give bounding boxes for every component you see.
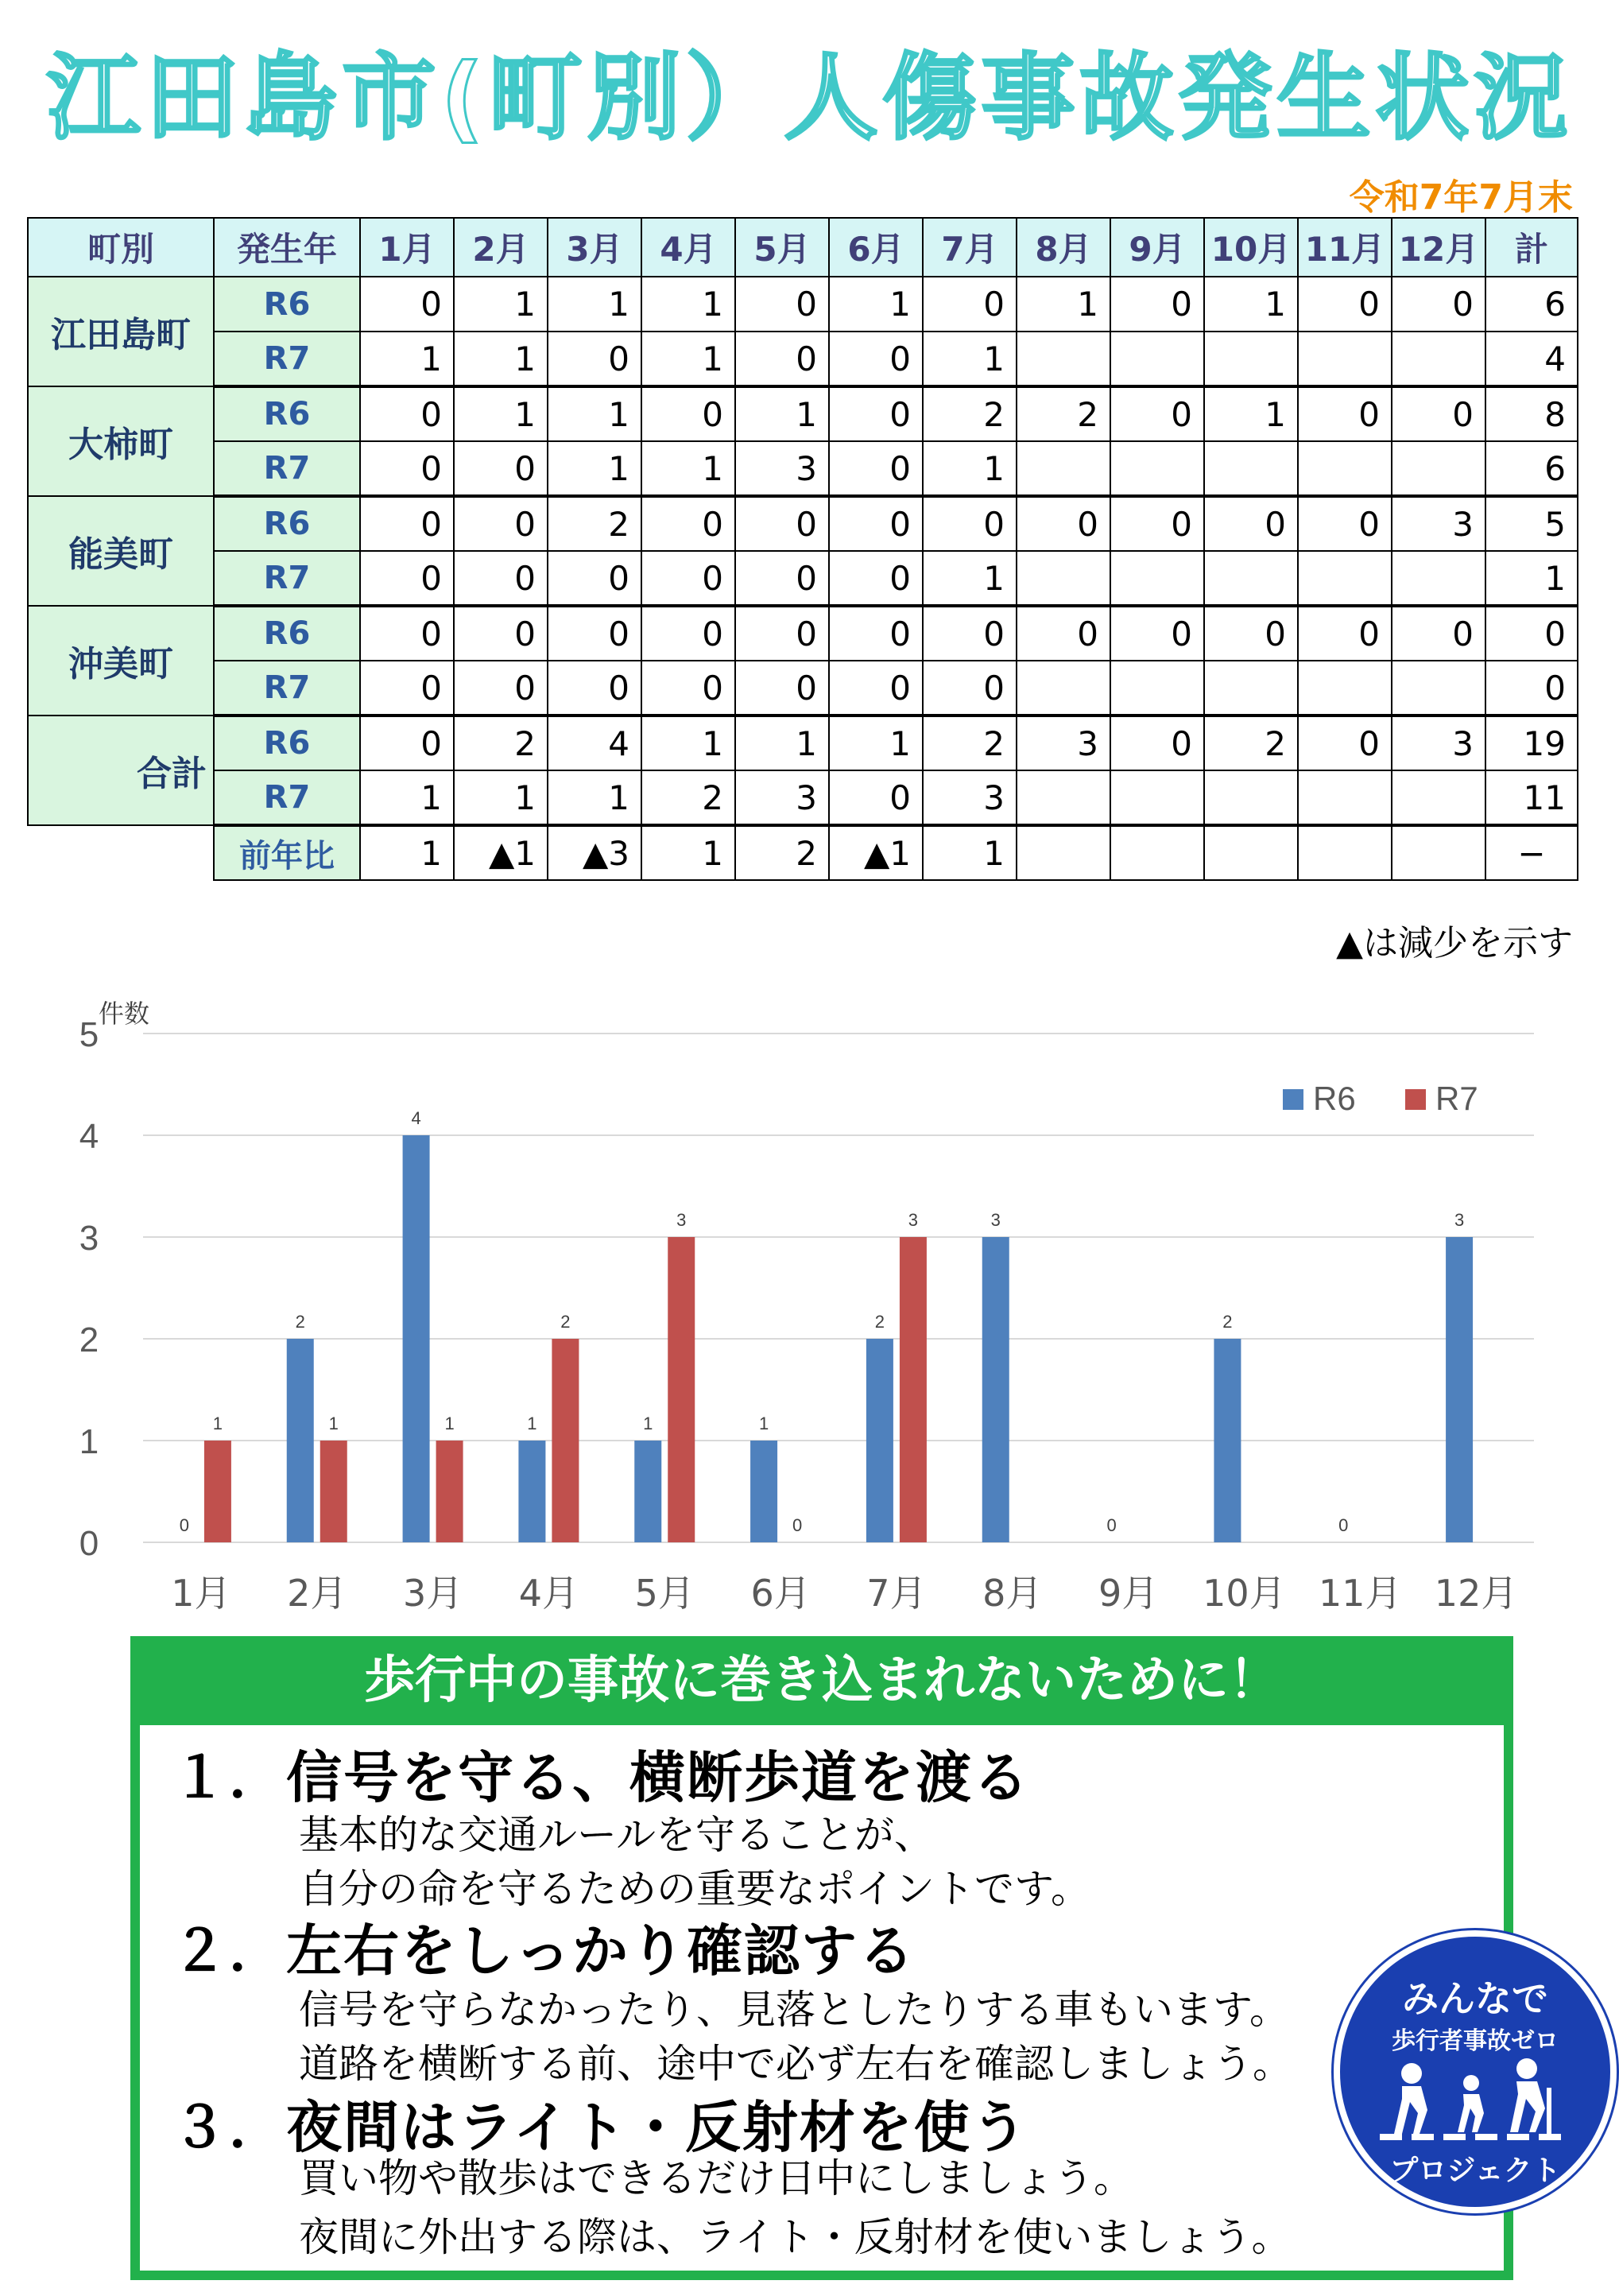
data-label: 2 bbox=[1222, 1312, 1233, 1332]
value-cell: 0 bbox=[548, 606, 641, 661]
data-label: 0 bbox=[792, 1515, 803, 1535]
x-tick-label: 5月 bbox=[634, 1572, 695, 1615]
value-cell bbox=[1298, 770, 1392, 825]
total-cell: 6 bbox=[1485, 277, 1578, 332]
total-cell: 5 bbox=[1485, 496, 1578, 551]
tip-3-line-1: 買い物や散歩はできるだけ日中にしましょう。 bbox=[299, 2155, 1133, 2201]
header-cell: 計 bbox=[1485, 218, 1578, 277]
total-cell: 11 bbox=[1485, 770, 1578, 825]
header-cell: 町別 bbox=[28, 218, 214, 277]
header-cell: 12月 bbox=[1392, 218, 1485, 277]
value-cell: 2 bbox=[454, 716, 548, 770]
data-label: 0 bbox=[179, 1515, 190, 1535]
year-cell: R7 bbox=[214, 551, 360, 606]
value-cell: 3 bbox=[735, 770, 829, 825]
data-label: 2 bbox=[874, 1312, 885, 1332]
y-tick-label: 1 bbox=[79, 1422, 99, 1461]
value-cell: 0 bbox=[829, 551, 923, 606]
bar-r6 bbox=[866, 1339, 893, 1542]
ratio-cell: 1 bbox=[360, 825, 454, 880]
total-cell: 0 bbox=[1485, 606, 1578, 661]
value-cell: 0 bbox=[735, 496, 829, 551]
value-cell: 0 bbox=[360, 277, 454, 332]
value-cell: 0 bbox=[1204, 496, 1298, 551]
value-cell bbox=[1392, 332, 1485, 386]
total-cell: 6 bbox=[1485, 441, 1578, 496]
tip-1-line-2: 自分の命を守るための重要なポイントです。 bbox=[299, 1866, 1090, 1912]
logo-line-2: 歩行者事故ゼロ bbox=[1392, 2027, 1559, 2055]
value-cell: 0 bbox=[1392, 606, 1485, 661]
table-row bbox=[28, 277, 1578, 332]
value-cell: 1 bbox=[829, 277, 923, 332]
bar-r6 bbox=[518, 1441, 545, 1542]
bar-r7 bbox=[436, 1441, 463, 1542]
x-tick-label: 6月 bbox=[750, 1572, 811, 1615]
value-cell: 0 bbox=[548, 661, 641, 716]
value-cell: 0 bbox=[829, 770, 923, 825]
table-row bbox=[28, 332, 1578, 386]
header-cell: 8月 bbox=[1017, 218, 1110, 277]
value-cell: 0 bbox=[1392, 277, 1485, 332]
year-cell: R6 bbox=[214, 496, 360, 551]
ratio-cell: ▲1 bbox=[829, 825, 923, 880]
table-row bbox=[28, 441, 1578, 496]
x-tick-label: 11月 bbox=[1318, 1572, 1402, 1615]
page-title: 江田島市(町別）人傷事故発生状況 bbox=[46, 43, 1573, 153]
value-cell: 0 bbox=[829, 332, 923, 386]
total-cell: 19 bbox=[1485, 716, 1578, 770]
value-cell: 0 bbox=[1298, 386, 1392, 441]
value-cell bbox=[1017, 661, 1110, 716]
value-cell: 0 bbox=[923, 661, 1017, 716]
data-label: 0 bbox=[1338, 1515, 1349, 1535]
bar-r6 bbox=[403, 1135, 430, 1542]
value-cell: 3 bbox=[1392, 716, 1485, 770]
value-cell: 0 bbox=[1392, 386, 1485, 441]
value-cell: 1 bbox=[641, 332, 735, 386]
data-label: 3 bbox=[908, 1210, 919, 1230]
value-cell: 0 bbox=[454, 441, 548, 496]
value-cell: 1 bbox=[1017, 277, 1110, 332]
value-cell bbox=[1017, 332, 1110, 386]
legend-label: R6 bbox=[1313, 1080, 1356, 1117]
ratio-cell: 2 bbox=[735, 825, 829, 880]
town-cell: 能美町 bbox=[28, 496, 214, 606]
value-cell: 1 bbox=[735, 716, 829, 770]
value-cell: 2 bbox=[923, 716, 1017, 770]
value-cell: 2 bbox=[923, 386, 1017, 441]
value-cell bbox=[1204, 332, 1298, 386]
value-cell: 1 bbox=[923, 332, 1017, 386]
value-cell bbox=[1017, 441, 1110, 496]
value-cell: 2 bbox=[641, 770, 735, 825]
value-cell bbox=[1392, 441, 1485, 496]
bar-r6 bbox=[982, 1237, 1009, 1542]
date-note: 令和7年7月末 bbox=[1349, 177, 1573, 218]
ratio-cell bbox=[1017, 825, 1110, 880]
value-cell: 2 bbox=[1204, 716, 1298, 770]
bar-r7 bbox=[204, 1441, 231, 1542]
header-cell: 10月 bbox=[1204, 218, 1298, 277]
y-tick-label: 5 bbox=[79, 1015, 99, 1054]
x-tick-label: 12月 bbox=[1434, 1572, 1518, 1615]
value-cell: 1 bbox=[923, 551, 1017, 606]
town-cell: 大柿町 bbox=[28, 386, 214, 496]
value-cell: 0 bbox=[360, 606, 454, 661]
value-cell: 1 bbox=[923, 441, 1017, 496]
value-cell: 0 bbox=[735, 661, 829, 716]
year-cell: R7 bbox=[214, 441, 360, 496]
value-cell: 0 bbox=[1298, 277, 1392, 332]
tip-1-title: １．信号を守る、横断歩道を渡る bbox=[172, 1745, 1030, 1810]
tip-1-line-1: 基本的な交通ルールを守ることが、 bbox=[299, 1812, 934, 1858]
value-cell: 0 bbox=[923, 277, 1017, 332]
value-cell: 0 bbox=[1110, 496, 1204, 551]
data-label: 1 bbox=[527, 1414, 537, 1433]
tip-3-line-2: 夜間に外出する際は、ライト・反射材を使いましょう。 bbox=[299, 2214, 1292, 2260]
town-cell: 沖美町 bbox=[28, 606, 214, 716]
value-cell: 0 bbox=[360, 441, 454, 496]
value-cell bbox=[1392, 661, 1485, 716]
year-cell: R6 bbox=[214, 606, 360, 661]
data-label: 4 bbox=[411, 1108, 421, 1128]
bar-r6 bbox=[1214, 1339, 1241, 1542]
data-label: 2 bbox=[295, 1312, 305, 1332]
value-cell bbox=[1204, 551, 1298, 606]
value-cell bbox=[1298, 332, 1392, 386]
value-cell: 0 bbox=[829, 496, 923, 551]
header-cell: 1月 bbox=[360, 218, 454, 277]
value-cell: 1 bbox=[548, 277, 641, 332]
year-cell: R6 bbox=[214, 386, 360, 441]
ratio-cell: 1 bbox=[641, 825, 735, 880]
value-cell: 0 bbox=[454, 606, 548, 661]
value-cell bbox=[1017, 551, 1110, 606]
value-cell: 2 bbox=[1017, 386, 1110, 441]
value-cell bbox=[1392, 551, 1485, 606]
data-label: 3 bbox=[1454, 1210, 1465, 1230]
header-cell: 4月 bbox=[641, 218, 735, 277]
tip-2-line-2: 道路を横断する前、途中で必ず左右を確認しましょう。 bbox=[299, 2041, 1292, 2087]
value-cell: 1 bbox=[454, 332, 548, 386]
value-cell bbox=[1392, 770, 1485, 825]
value-cell: 0 bbox=[1110, 277, 1204, 332]
header-cell: 5月 bbox=[735, 218, 829, 277]
bar-r7 bbox=[900, 1237, 927, 1542]
value-cell bbox=[1298, 661, 1392, 716]
accident-table bbox=[27, 217, 1578, 881]
value-cell: 0 bbox=[548, 551, 641, 606]
value-cell: 0 bbox=[454, 551, 548, 606]
value-cell: 0 bbox=[454, 496, 548, 551]
value-cell: 0 bbox=[735, 606, 829, 661]
value-cell: 0 bbox=[829, 441, 923, 496]
data-label: 1 bbox=[212, 1414, 223, 1433]
pedestrians-icon bbox=[1372, 2056, 1578, 2143]
header-cell: 7月 bbox=[923, 218, 1017, 277]
value-cell: 1 bbox=[454, 386, 548, 441]
value-cell: 1 bbox=[1204, 386, 1298, 441]
logo-line-1: みんなで bbox=[1402, 1977, 1548, 2020]
header-cell: 発生年 bbox=[214, 218, 360, 277]
value-cell: 0 bbox=[360, 716, 454, 770]
ratio-cell bbox=[1392, 825, 1485, 880]
y-tick-label: 2 bbox=[79, 1321, 99, 1359]
value-cell: 0 bbox=[923, 496, 1017, 551]
value-cell: 0 bbox=[1298, 496, 1392, 551]
table-row bbox=[28, 716, 1578, 770]
legend-label: R7 bbox=[1435, 1080, 1478, 1117]
value-cell: 3 bbox=[735, 441, 829, 496]
value-cell: 0 bbox=[360, 551, 454, 606]
value-cell: 0 bbox=[641, 496, 735, 551]
data-label: 3 bbox=[676, 1210, 687, 1230]
x-tick-label: 7月 bbox=[866, 1572, 927, 1615]
value-cell: 1 bbox=[548, 386, 641, 441]
y-tick-label: 4 bbox=[79, 1117, 99, 1156]
value-cell bbox=[1204, 661, 1298, 716]
data-label: 2 bbox=[560, 1312, 571, 1332]
value-cell: 0 bbox=[1298, 716, 1392, 770]
x-tick-label: 10月 bbox=[1203, 1572, 1286, 1615]
ratio-label: 前年比 bbox=[214, 825, 360, 880]
header-cell: 11月 bbox=[1298, 218, 1392, 277]
total-cell: 0 bbox=[1485, 661, 1578, 716]
accident-bar-chart bbox=[0, 986, 1619, 1630]
ratio-cell: ▲1 bbox=[454, 825, 548, 880]
total-cell: 8 bbox=[1485, 386, 1578, 441]
value-cell: 1 bbox=[829, 716, 923, 770]
value-cell: 1 bbox=[641, 716, 735, 770]
x-tick-label: 4月 bbox=[518, 1572, 579, 1615]
y-tick-label: 0 bbox=[79, 1524, 99, 1563]
table-row bbox=[28, 661, 1578, 716]
year-cell: R7 bbox=[214, 332, 360, 386]
ratio-cell: 1 bbox=[923, 825, 1017, 880]
value-cell: 0 bbox=[641, 661, 735, 716]
data-label: 1 bbox=[643, 1414, 653, 1433]
bar-r6 bbox=[1446, 1237, 1473, 1542]
x-tick-label: 1月 bbox=[171, 1572, 231, 1615]
ratio-cell bbox=[1204, 825, 1298, 880]
value-cell: 1 bbox=[735, 386, 829, 441]
value-cell bbox=[1017, 770, 1110, 825]
year-cell: R6 bbox=[214, 716, 360, 770]
ratio-cell: ▲3 bbox=[548, 825, 641, 880]
value-cell: 0 bbox=[735, 332, 829, 386]
header-cell: 2月 bbox=[454, 218, 548, 277]
year-cell: R6 bbox=[214, 277, 360, 332]
tip-2-title: ２．左右をしっかり確認する bbox=[172, 1918, 916, 1984]
bar-r7 bbox=[320, 1441, 347, 1542]
ratio-cell bbox=[1110, 825, 1204, 880]
y-axis-label: 件数 bbox=[99, 999, 150, 1029]
value-cell: 0 bbox=[1110, 606, 1204, 661]
value-cell: 1 bbox=[641, 277, 735, 332]
ratio-row bbox=[28, 825, 1578, 880]
header-cell: 9月 bbox=[1110, 218, 1204, 277]
ratio-total: − bbox=[1485, 825, 1578, 880]
value-cell: 0 bbox=[641, 386, 735, 441]
value-cell: 3 bbox=[1017, 716, 1110, 770]
value-cell bbox=[1204, 441, 1298, 496]
table-row bbox=[28, 770, 1578, 825]
x-tick-label: 3月 bbox=[402, 1572, 463, 1615]
bar-r7 bbox=[668, 1237, 695, 1542]
pedestrian-safety-logo bbox=[1334, 1930, 1617, 2213]
data-label: 3 bbox=[990, 1210, 1001, 1230]
town-cell: 江田島町 bbox=[28, 277, 214, 386]
total-cell: 4 bbox=[1485, 332, 1578, 386]
value-cell: 1 bbox=[641, 441, 735, 496]
data-label: 1 bbox=[758, 1414, 769, 1433]
value-cell: 0 bbox=[1110, 716, 1204, 770]
blank-cell bbox=[28, 825, 214, 880]
total-cell: 1 bbox=[1485, 551, 1578, 606]
bar-r6 bbox=[287, 1339, 314, 1542]
value-cell: 0 bbox=[923, 606, 1017, 661]
value-cell: 1 bbox=[360, 332, 454, 386]
value-cell: 1 bbox=[1204, 277, 1298, 332]
value-cell bbox=[1110, 441, 1204, 496]
value-cell bbox=[1110, 661, 1204, 716]
value-cell: 0 bbox=[1017, 606, 1110, 661]
data-label: 0 bbox=[1106, 1515, 1117, 1535]
year-cell: R7 bbox=[214, 770, 360, 825]
table-row bbox=[28, 386, 1578, 441]
data-label: 1 bbox=[328, 1414, 339, 1433]
value-cell: 0 bbox=[454, 661, 548, 716]
legend-swatch bbox=[1283, 1089, 1303, 1110]
value-cell: 1 bbox=[548, 441, 641, 496]
tip-2-line-1: 信号を守らなかったり、見落としたりする車もいます。 bbox=[299, 1987, 1289, 2033]
ratio-cell bbox=[1298, 825, 1392, 880]
year-cell: R7 bbox=[214, 661, 360, 716]
value-cell: 0 bbox=[548, 332, 641, 386]
value-cell bbox=[1204, 770, 1298, 825]
value-cell: 2 bbox=[548, 496, 641, 551]
tip-3-title: ３．夜間はライト・反射材を使う bbox=[172, 2095, 1028, 2160]
value-cell: 3 bbox=[1392, 496, 1485, 551]
value-cell: 0 bbox=[1017, 496, 1110, 551]
value-cell: 0 bbox=[829, 386, 923, 441]
value-cell: 0 bbox=[829, 661, 923, 716]
triangle-note: ▲は減少を示す bbox=[1336, 923, 1573, 964]
value-cell bbox=[1110, 332, 1204, 386]
value-cell: 1 bbox=[454, 277, 548, 332]
x-tick-label: 2月 bbox=[287, 1572, 347, 1615]
value-cell bbox=[1110, 551, 1204, 606]
x-tick-label: 8月 bbox=[982, 1572, 1043, 1615]
tips-box bbox=[130, 1636, 1513, 2280]
y-tick-label: 3 bbox=[79, 1219, 99, 1258]
value-cell: 0 bbox=[1110, 386, 1204, 441]
value-cell: 1 bbox=[548, 770, 641, 825]
value-cell: 0 bbox=[641, 606, 735, 661]
bar-r6 bbox=[634, 1441, 661, 1542]
value-cell: 0 bbox=[360, 496, 454, 551]
tips-content bbox=[140, 1725, 1504, 2271]
bar-r7 bbox=[552, 1339, 579, 1542]
value-cell: 0 bbox=[735, 277, 829, 332]
header-cell: 3月 bbox=[548, 218, 641, 277]
table-row bbox=[28, 496, 1578, 551]
value-cell: 0 bbox=[360, 661, 454, 716]
data-label: 1 bbox=[444, 1414, 455, 1433]
value-cell: 0 bbox=[1298, 606, 1392, 661]
x-tick-label: 9月 bbox=[1098, 1572, 1159, 1615]
table-row bbox=[28, 606, 1578, 661]
value-cell: 0 bbox=[360, 386, 454, 441]
value-cell: 0 bbox=[735, 551, 829, 606]
value-cell: 4 bbox=[548, 716, 641, 770]
value-cell: 1 bbox=[360, 770, 454, 825]
tips-header: 歩行中の事故に巻き込まれないために！ bbox=[364, 1651, 1280, 1710]
bar-r6 bbox=[750, 1441, 777, 1542]
value-cell: 0 bbox=[1204, 606, 1298, 661]
legend-swatch bbox=[1405, 1089, 1426, 1110]
value-cell: 0 bbox=[829, 606, 923, 661]
logo-line-3: プロジェクト bbox=[1389, 2154, 1561, 2187]
header-cell: 6月 bbox=[829, 218, 923, 277]
value-cell: 1 bbox=[454, 770, 548, 825]
value-cell: 3 bbox=[923, 770, 1017, 825]
value-cell bbox=[1110, 770, 1204, 825]
table-header-row bbox=[28, 218, 1578, 277]
town-cell: 合計 bbox=[28, 716, 214, 825]
value-cell bbox=[1298, 551, 1392, 606]
table-row bbox=[28, 551, 1578, 606]
value-cell: 0 bbox=[641, 551, 735, 606]
value-cell bbox=[1298, 441, 1392, 496]
